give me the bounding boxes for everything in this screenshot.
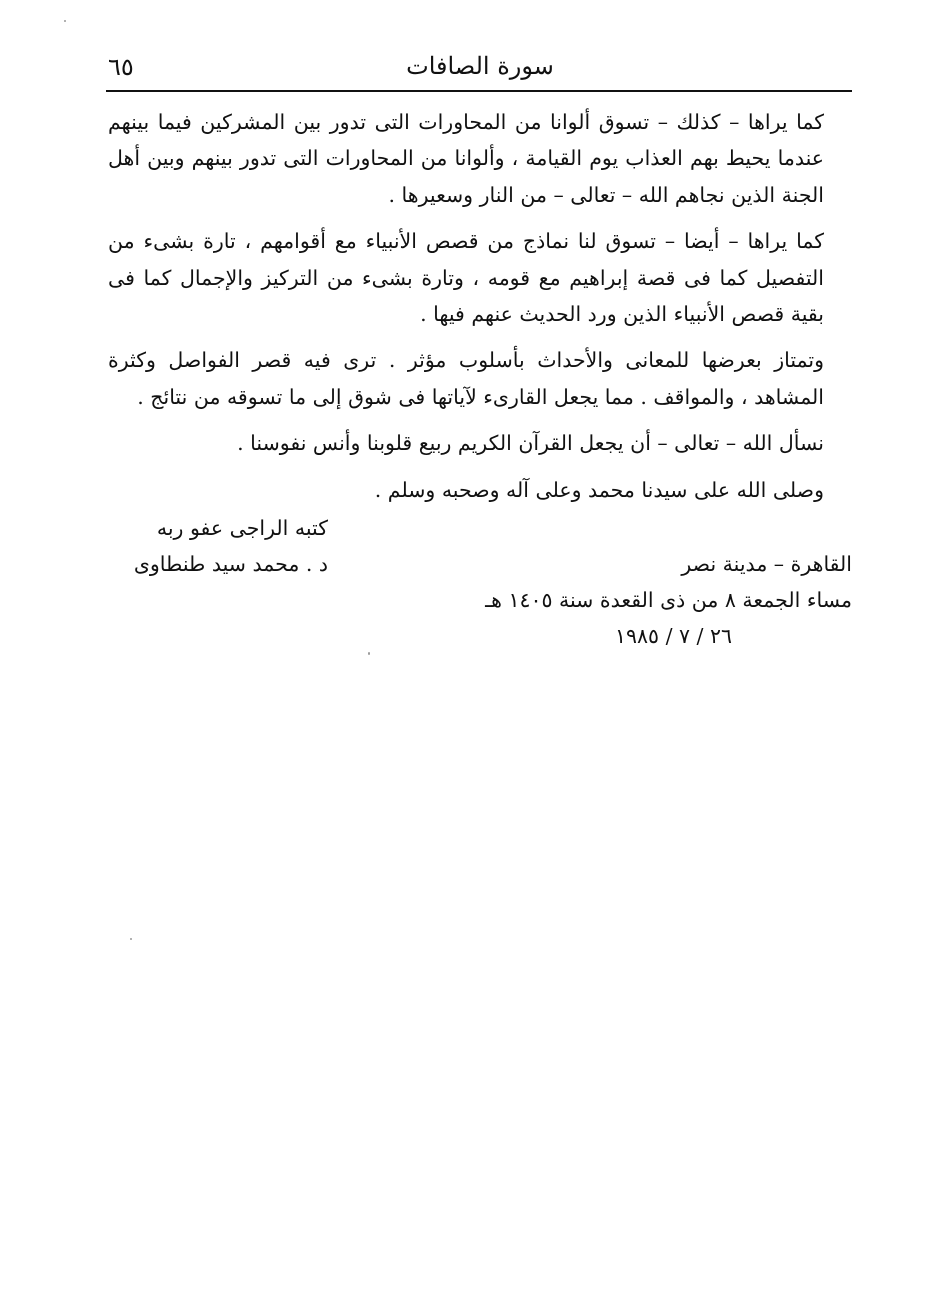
- paragraph-line: كما يراها – كذلك – تسوق ألوانا من المحاورات التى تدور بين المشركين فيما بينهم عندما: [108, 110, 824, 171]
- date-gregorian: ٢٦ / ٧ / ١٩٨٥: [615, 624, 732, 648]
- paragraph-5: [108, 472, 852, 508]
- header-rule: [106, 90, 852, 92]
- paragraph-line: نسأل الله – تعالى – أن يجعل القرآن الكريم ربيع قلوبنا وأنس نفوسنا .: [237, 431, 824, 456]
- paragraph-line: والمواقف . مما يجعل القارىء لآياتها فى شوق إلى ما تسوقه من نتائج .: [137, 384, 735, 409]
- paragraph-line: نجاهم الله – تعالى – من النار وسعيرها .: [388, 182, 725, 207]
- paragraph-2: [108, 223, 852, 332]
- paragraph-line: كما يراها – أيضا – تسوق لنا نماذج من قصص الأنبياء مع أقوامهم ، تارة بشىء من: [108, 229, 824, 254]
- paragraph-line: وصلى الله على سيدنا محمد وعلى آله وصحبه وسلم .: [374, 477, 824, 502]
- paragraph-line: التفصيل كما فى قصة إبراهيم مع قومه ، وتارة بشىء من التركيز والإجمال كما فى بقية قصص: [108, 265, 824, 327]
- place-line: القاهرة – مدينة نصر: [681, 552, 852, 576]
- dates-block: [485, 582, 852, 654]
- body-text: [108, 104, 852, 518]
- paragraph-line: وتمتاز بعرضها للمعانى والأحداث بأسلوب مؤثر . ترى فيه قصر الفواصل وكثرة المشاهد ،: [108, 348, 824, 409]
- paragraph-4: [108, 425, 852, 461]
- paragraph-1: [108, 104, 852, 213]
- page-header: [108, 50, 852, 86]
- paragraph-3: [108, 342, 852, 415]
- date-hijri: مساء الجمعة ٨ من ذى القعدة سنة ١٤٠٥ هـ: [485, 588, 852, 612]
- scan-speck: [130, 938, 132, 940]
- page-number: ٦٥: [108, 53, 134, 81]
- paragraph-line: الأنبياء الذين ورد الحديث عنهم فيها .: [420, 302, 725, 327]
- paragraph-line: يحيط بهم العذاب يوم القيامة ، وألوانا من المحاورات التى تدور بينهم وبين أهل الجنة الذين: [108, 146, 824, 207]
- scan-speck: [368, 652, 370, 655]
- signature-line-2: د . محمد سيد طنطاوى: [133, 552, 328, 576]
- signature-block: [108, 510, 328, 582]
- surah-title: سورة الصافات: [406, 52, 554, 80]
- signature-line-1: كتبه الراجى عفو ربه: [156, 516, 328, 540]
- scan-speck: [64, 20, 66, 22]
